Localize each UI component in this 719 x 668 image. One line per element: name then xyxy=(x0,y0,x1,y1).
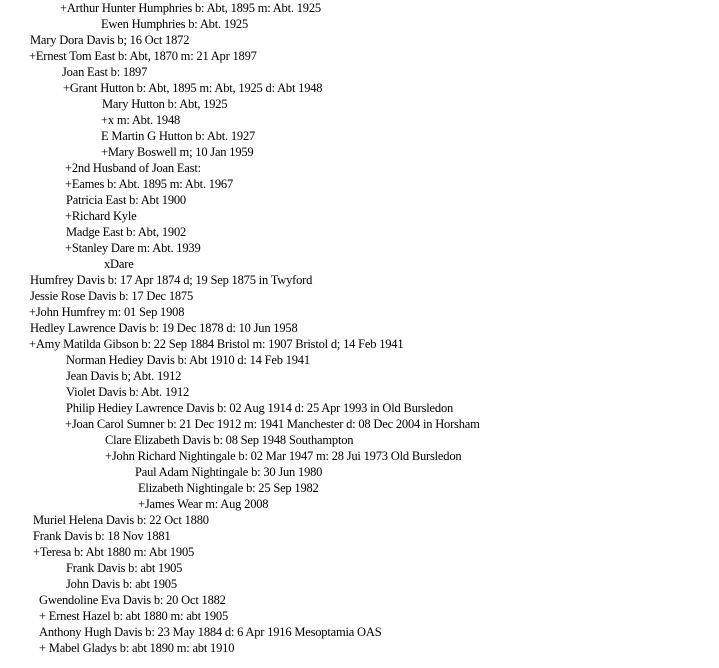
spouse-entry: + Ernest Hazel b: abt 1880 m: abt 1905 xyxy=(39,609,228,623)
person-entry: Mary Hutton b: Abt, 1925 xyxy=(102,97,228,111)
person-entry: xDare xyxy=(104,257,134,271)
person-entry: Frank Davis b: 18 Nov 1881 xyxy=(33,529,171,543)
person-entry: Jessie Rose Davis b: 17 Dec 1875 xyxy=(30,289,194,303)
spouse-entry: +Eames b: Abt. 1895 m: Abt. 1967 xyxy=(65,177,234,191)
person-entry: Clare Elizabeth Davis b: 08 Sep 1948 Southampton xyxy=(105,433,354,447)
spouse-entry: +Stanley Dare m: Abt. 1939 xyxy=(65,241,201,255)
spouse-entry: +Mary Boswell m; 10 Jan 1959 xyxy=(101,145,254,159)
person-entry: Mary Dora Davis b; 16 Oct 1872 xyxy=(30,33,190,47)
person-entry: Humfrey Davis b: 17 Apr 1874 d; 19 Sep 1875 in Twyford xyxy=(30,273,313,287)
person-entry: Ewen Humphries b: Abt. 1925 xyxy=(101,17,249,31)
spouse-entry: +Richard Kyle xyxy=(65,209,137,223)
person-entry: Muriel Helena Davis b: 22 Oct 1880 xyxy=(33,513,209,527)
person-entry: Joan East b: 1897 xyxy=(62,65,148,79)
spouse-entry: +2nd Husband of Joan East: xyxy=(65,161,201,175)
person-entry: Violet Davis b: Abt. 1912 xyxy=(66,385,190,399)
spouse-entry: + Mabel Gladys b: abt 1890 m: abt 1910 xyxy=(39,641,235,655)
spouse-entry: +John Richard Nightingale b: 02 Mar 1947 m: 28 Jui 1973 Old Bursledon xyxy=(105,449,462,463)
spouse-entry: +Joan Carol Sumner b: 21 Dec 1912 m: 1941 Manchester d: 08 Dec 2004 in Horsham xyxy=(65,417,480,431)
person-entry: Madge East b: Abt, 1902 xyxy=(66,225,187,239)
person-entry: Paul Adam Nightingale b: 30 Jun 1980 xyxy=(135,465,323,479)
person-entry: Elizabeth Nightingale b: 25 Sep 1982 xyxy=(138,481,319,495)
person-entry: Anthony Hugh Davis b: 23 May 1884 d: 6 Apr 1916 Mesoptamia OAS xyxy=(39,625,382,639)
person-entry: E Martin G Hutton b: Abt. 1927 xyxy=(101,129,256,143)
person-entry: John Davis b: abt 1905 xyxy=(66,577,177,591)
person-entry: Norman Hediey Davis b: Abt 1910 d: 14 Feb 1941 xyxy=(66,353,310,367)
spouse-entry: +John Humfrey m: 01 Sep 1908 xyxy=(29,305,185,319)
spouse-entry: +Amy Matilda Gibson b: 22 Sep 1884 Bristol m: 1907 Bristol d; 14 Feb 1941 xyxy=(29,337,404,351)
person-entry: Jean Davis b; Abt. 1912 xyxy=(66,369,182,383)
spouse-entry: +Grant Hutton b: Abt, 1895 m: Abt, 1925 d: Abt 1948 xyxy=(63,81,323,95)
person-entry: Philip Hediey Lawrence Davis b: 02 Aug 1914 d: 25 Apr 1993 in Old Bursledon xyxy=(66,401,454,415)
person-entry: Gwendoline Eva Davis b: 20 Oct 1882 xyxy=(39,593,226,607)
spouse-entry: +James Wear m: Aug 2008 xyxy=(138,497,269,511)
spouse-entry: +Arthur Hunter Humphries b: Abt, 1895 m: Abt. 1925 xyxy=(60,1,321,15)
spouse-entry: +x m: Abt. 1948 xyxy=(101,113,181,127)
person-entry: Hedley Lawrence Davis b: 19 Dec 1878 d: 10 Jun 1958 xyxy=(30,321,298,335)
spouse-entry: +Ernest Tom East b: Abt, 1870 m: 21 Apr 1897 xyxy=(29,49,257,63)
person-entry: Frank Davis b: abt 1905 xyxy=(66,561,183,575)
person-entry: Patricia East b: Abt 1900 xyxy=(66,193,186,207)
spouse-entry: +Teresa b: Abt 1880 m: Abt 1905 xyxy=(33,545,195,559)
